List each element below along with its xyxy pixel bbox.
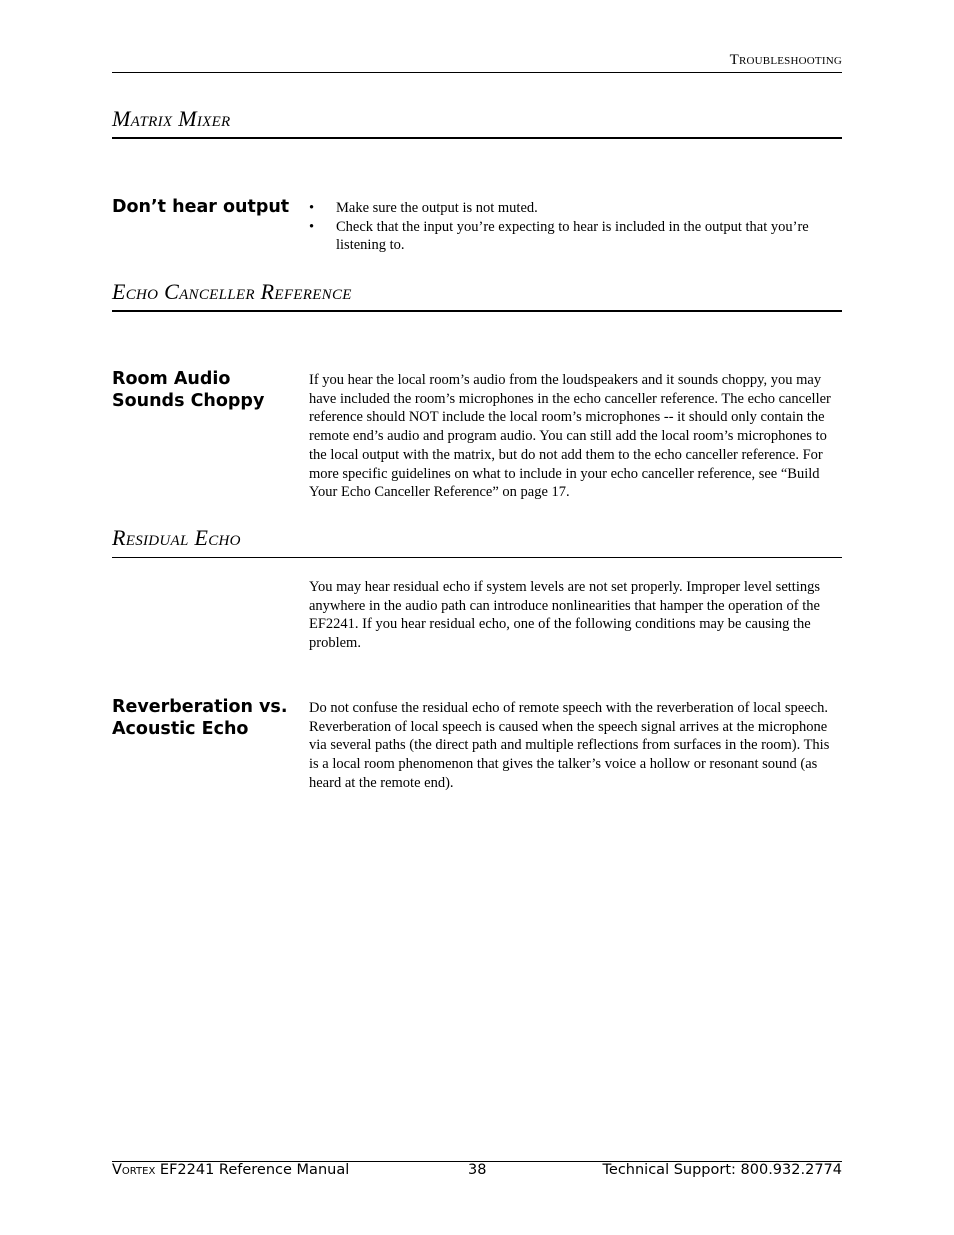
section-rule [112,137,842,139]
running-head: Troubleshooting [729,52,842,68]
side-heading-reverberation [112,696,297,740]
side-heading-line: Room Audio [112,369,231,389]
bullet-list [309,199,842,255]
section-title-echo-canceller-reference: Echo Canceller Reference [112,279,352,304]
paragraph-reverberation: Do not confuse the residual echo of remote speech with the reverberation of local speech. Reverberation of local speech is caused when the speech signal arrives at the microphone via several paths (the direct path and multiple reflections from surfaces in the room). This is a local room phenomenon that gives the talker’s voice a hollow or resonant sound (as heard at the remote end). [309,700,830,791]
section-title-residual-echo: Residual Echo [112,525,241,550]
bullet-icon: • [309,200,315,216]
page-number: 38 [468,1162,487,1178]
footer-manual-title [112,1162,349,1178]
side-heading-line: Reverberation vs. [112,697,288,717]
side-heading-line: Acoustic Echo [112,719,249,739]
bullet-icon: • [309,218,315,235]
paragraph-residual-echo-intro: You may hear residual echo if system levels are not set properly. Improper level settings anywhere in the audio path can introduce nonlinearities that hamper the operation of the EF2241. If you hear residual echo, one of the following conditions may be causing the problem. [309,579,820,652]
footer-support: Technical Support: 800.932.2774 [602,1162,842,1178]
section-rule [112,557,842,558]
section-title-matrix-mixer: Matrix Mixer [112,106,231,131]
list-item [309,199,842,218]
side-heading-room-audio-choppy [112,368,297,412]
bullet-text: Make sure the output is not muted. [336,200,538,216]
header-rule [112,72,842,73]
footer-brand: Vortex [112,1162,156,1178]
bullet-text: Check that the input you’re expecting to hear is included in the output that you’re listening to. [336,218,809,254]
list-item [309,218,842,255]
side-heading-dont-hear-output: Don’t hear output [112,197,290,217]
paragraph-room-audio-choppy: If you hear the local room’s audio from the loudspeakers and it sounds choppy, you may have included the room’s microphones in the echo canceller reference. The echo canceller reference should NOT include the local room’s microphones -- it should only contain the remote end’s audio and program audio. You can still add the local room’s microphones to the local output with the matrix, but do not add them to the echo canceller reference. For more specific guidelines on what to include in your echo canceller reference, see “Build Your Echo Canceller Reference” on page 17. [309,372,831,501]
side-heading-line: Sounds Choppy [112,391,265,411]
footer-manual-name: EF2241 Reference Manual [155,1162,350,1178]
section-rule [112,310,842,312]
